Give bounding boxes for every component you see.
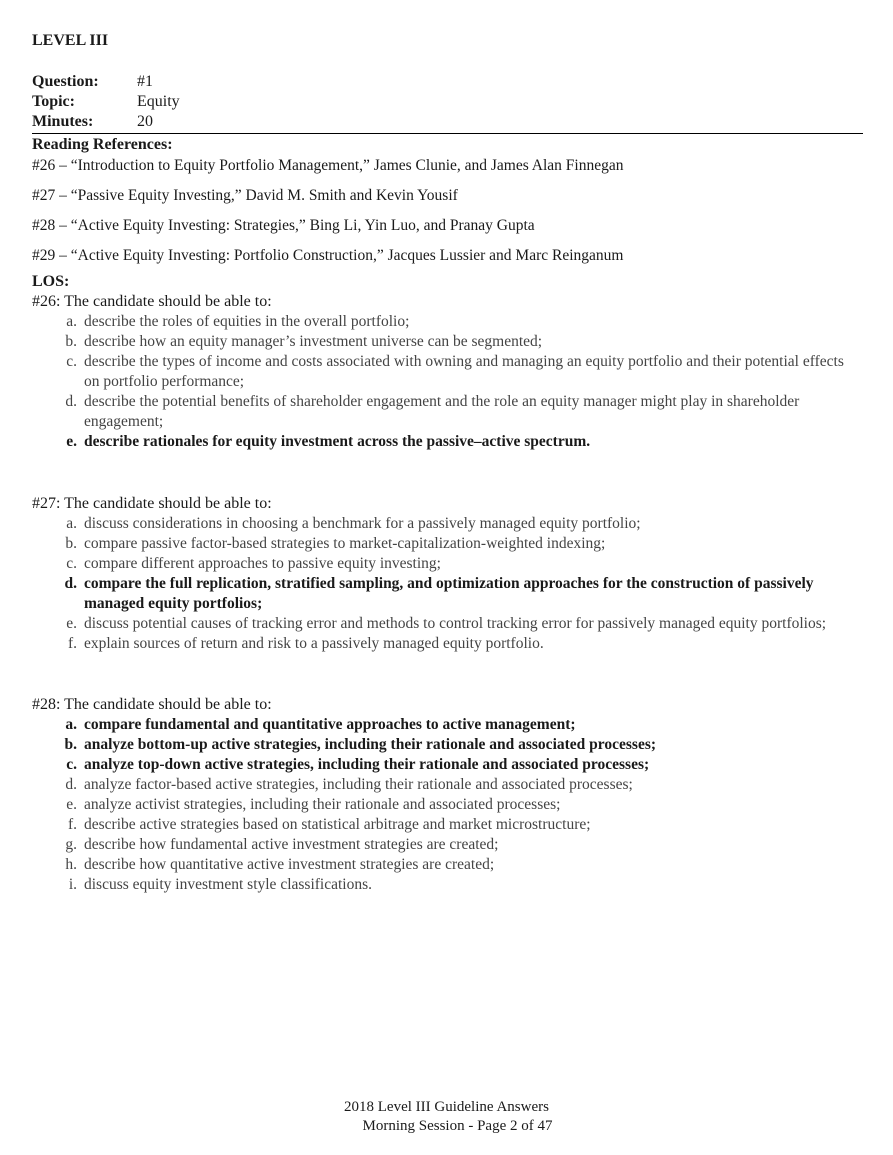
los-text: compare the full replication, stratified sampling, and optimization approaches for the construction of passively managed equity portfolios; [84, 575, 814, 612]
los-item [32, 634, 862, 654]
los-text: describe how an equity manager’s investment universe can be segmented; [84, 333, 543, 350]
reference-item: #28 – “Active Equity Investing: Strategies,” Bing Li, Yin Luo, and Pranay Gupta [32, 217, 535, 234]
los-marker: e. [66, 433, 77, 450]
topic-row [32, 92, 863, 112]
los-marker: d. [65, 393, 77, 410]
los-item [32, 312, 862, 332]
los-marker: b. [65, 333, 77, 350]
los-marker: b. [64, 736, 77, 753]
los-marker: a. [66, 313, 77, 330]
los-text: describe the potential benefits of shareholder engagement and the role an equity manager might play in shareholder engagement; [84, 393, 800, 430]
los-marker: d. [64, 575, 77, 592]
los-item [32, 514, 862, 534]
minutes-value: 20 [137, 113, 153, 130]
los-group-28 [32, 695, 862, 895]
los-text: describe how quantitative active investment strategies are created; [84, 856, 495, 873]
los-item [32, 554, 862, 574]
question-row [32, 72, 863, 92]
los-heading: #28: The candidate should be able to: [32, 696, 272, 713]
los-item [32, 815, 862, 835]
los-text: describe rationales for equity investment across the passive–active spectrum. [84, 433, 591, 450]
los-text: compare different approaches to passive equity investing; [84, 555, 441, 572]
minutes-label: Minutes: [32, 113, 94, 130]
los-item [32, 614, 862, 634]
reference-item: #27 – “Passive Equity Investing,” David M. Smith and Kevin Yousif [32, 187, 458, 204]
los-item [32, 795, 862, 815]
level-heading: LEVEL III [32, 32, 109, 49]
los-marker: f. [67, 635, 77, 652]
page-footer [0, 1098, 893, 1136]
los-heading: #27: The candidate should be able to: [32, 495, 272, 512]
minutes-row [32, 112, 863, 132]
los-marker: a. [65, 716, 77, 733]
question-label: Question: [32, 73, 99, 90]
los-item [32, 735, 862, 755]
los-marker: f. [67, 816, 77, 833]
footer-title: 2018 Level III Guideline Answers [344, 1099, 549, 1115]
los-marker: c. [66, 353, 77, 370]
los-marker: e. [66, 796, 77, 813]
los-item [32, 352, 862, 392]
los-text: describe active strategies based on statistical arbitrage and market microstructure; [84, 816, 591, 833]
los-marker: c. [66, 555, 77, 572]
los-text: compare passive factor-based strategies to market-capitalization-weighted indexing; [84, 535, 606, 552]
los-text: analyze bottom-up active strategies, including their rationale and associated processes; [84, 736, 657, 753]
los-item [32, 392, 862, 432]
los-text: compare fundamental and quantitative approaches to active management; [84, 716, 576, 733]
los-marker: a. [66, 515, 77, 532]
los-marker: c. [66, 756, 77, 773]
los-text: analyze top-down active strategies, including their rationale and associated processes; [84, 756, 650, 773]
divider [32, 133, 863, 134]
los-item [32, 715, 862, 735]
los-marker: d. [65, 776, 77, 793]
question-value: #1 [137, 73, 153, 90]
los-heading: #26: The candidate should be able to: [32, 293, 272, 310]
los-text: describe the types of income and costs associated with owning and managing an equity portfolio and their potential effects on portfolio performance; [84, 353, 844, 390]
los-item [32, 775, 862, 795]
los-group-26 [32, 292, 862, 452]
reference-item: #29 – “Active Equity Investing: Portfolio Construction,” Jacques Lussier and Marc Reinganum [32, 247, 624, 264]
question-meta [32, 72, 863, 132]
los-item [32, 432, 862, 452]
los-item [32, 875, 862, 895]
los-marker: h. [65, 856, 77, 873]
los-item [32, 855, 862, 875]
footer-page-number: Morning Session - Page 2 of 47 [362, 1118, 553, 1134]
los-text: describe the roles of equities in the overall portfolio; [84, 313, 410, 330]
los-text: discuss potential causes of tracking error and methods to control tracking error for passively managed equity portfolios; [84, 615, 827, 632]
los-item [32, 755, 862, 775]
los-group-27 [32, 494, 862, 654]
los-text: explain sources of return and risk to a passively managed equity portfolio. [84, 635, 544, 652]
los-text: analyze factor-based active strategies, including their rationale and associated processes; [84, 776, 633, 793]
los-marker: e. [66, 615, 77, 632]
reference-item: #26 – “Introduction to Equity Portfolio Management,” James Clunie, and James Alan Finnegan [32, 157, 624, 174]
reading-references-title: Reading References: [32, 136, 173, 153]
reading-references-list [32, 156, 872, 276]
los-item [32, 574, 862, 614]
los-text: analyze activist strategies, including their rationale and associated processes; [84, 796, 561, 813]
los-item [32, 332, 862, 352]
los-title: LOS: [32, 273, 70, 290]
los-marker: g. [65, 836, 77, 853]
los-marker: i. [68, 876, 77, 893]
los-text: discuss equity investment style classifications. [84, 876, 372, 893]
los-item [32, 835, 862, 855]
topic-value: Equity [137, 93, 180, 110]
los-marker: b. [65, 535, 77, 552]
topic-label: Topic: [32, 93, 75, 110]
los-text: describe how fundamental active investment strategies are created; [84, 836, 499, 853]
los-text: discuss considerations in choosing a benchmark for a passively managed equity portfolio; [84, 515, 641, 532]
los-item [32, 534, 862, 554]
